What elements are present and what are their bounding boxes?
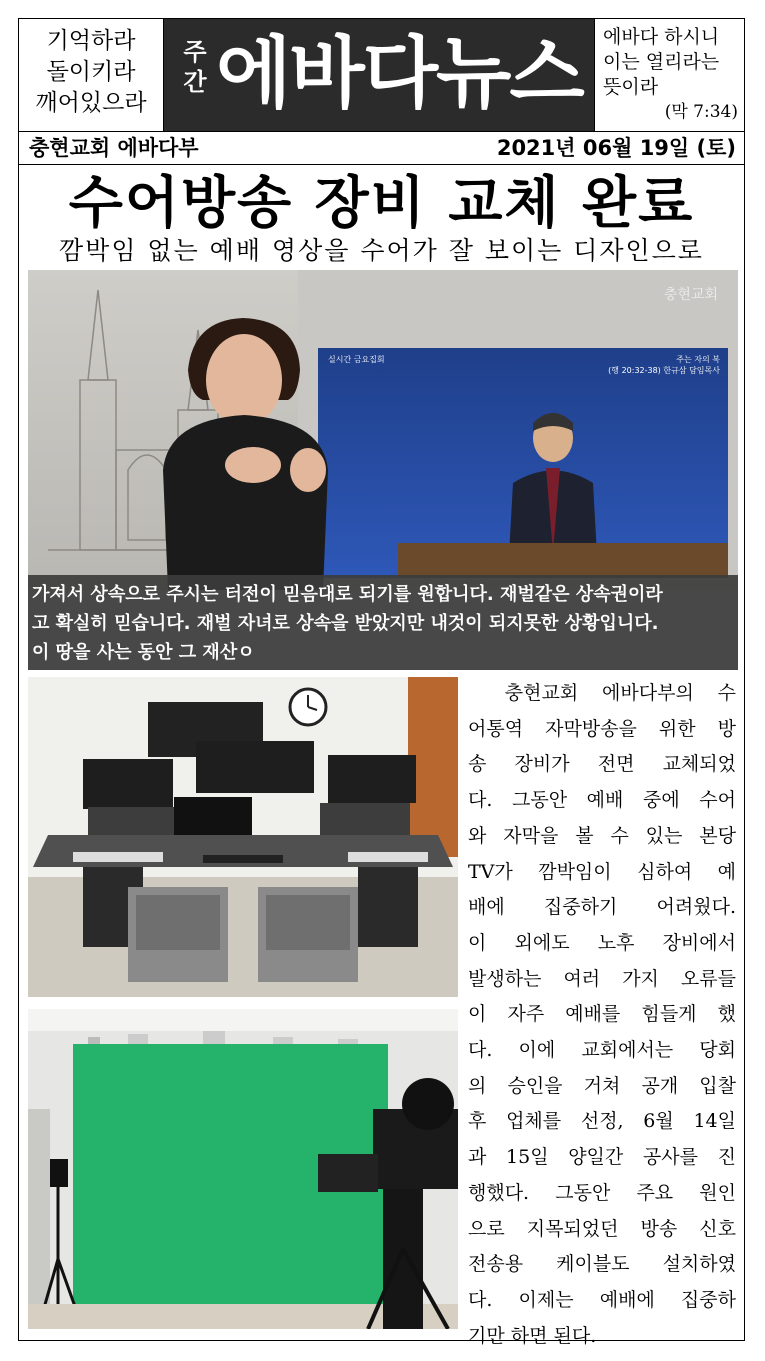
newspaper-title-block bbox=[164, 19, 594, 131]
article-line: 이 외에도 노후 장비에서 bbox=[468, 931, 736, 954]
green-screen-studio-photo bbox=[28, 1009, 458, 1329]
weekly-char: 주 bbox=[183, 38, 207, 66]
pulpit bbox=[398, 543, 728, 578]
broadcast-equipment-photo bbox=[28, 677, 458, 997]
weekly-label bbox=[180, 37, 210, 97]
verse-line: 뜻이라 bbox=[603, 76, 659, 98]
article-line: 의 승인을 거쳐 공개 입찰 bbox=[468, 1074, 736, 1097]
caption-line: 이 땅을 사는 동안 그 재산ㅇ bbox=[32, 642, 255, 663]
motto-line: 깨어있으라 bbox=[35, 90, 147, 116]
article-line: 어통역 자막방송을 위한 방 bbox=[468, 717, 736, 740]
article-line: 후 업체를 선정, 6월 14일 bbox=[468, 1110, 736, 1133]
article-line: 발생하는 여러 가지 오류들 bbox=[468, 967, 736, 990]
article-line: 송 장비가 전면 교체되었 bbox=[468, 753, 736, 776]
inset-title: 주는 자의 복 bbox=[676, 355, 720, 364]
article-line: 와 자막을 볼 수 있는 본당 bbox=[468, 824, 736, 847]
subheadline: 깜박임 없는 예배 영상을 수어가 잘 보이는 디자인으로 bbox=[59, 236, 704, 265]
article-line: 전송용 케이블도 설치하였 bbox=[468, 1253, 736, 1276]
article-line: 이 자주 예배를 힘들게 했 bbox=[468, 1003, 736, 1026]
inset-title-block bbox=[608, 354, 720, 376]
sign-language-interpreter-figure bbox=[148, 300, 358, 590]
sign-language-broadcast-photo bbox=[28, 270, 738, 670]
dateline bbox=[19, 133, 744, 165]
scripture-verse bbox=[594, 19, 744, 131]
article-line: 과 15일 양일간 공사를 진 bbox=[468, 1146, 736, 1169]
sermon-video-inset bbox=[318, 348, 728, 578]
masthead bbox=[19, 19, 744, 132]
motto-line: 돌이키라 bbox=[46, 59, 136, 85]
newspaper-title: 에바다뉴스 bbox=[216, 29, 583, 119]
article-line: 다. 이제는 예배에 집중하 bbox=[468, 1288, 736, 1311]
inset-subtitle: (행 20:32-38) 한규삼 담임목사 bbox=[608, 366, 720, 375]
article-line: 충현교회 에바다부의 수 bbox=[468, 682, 736, 704]
article-line: 배에 집중하기 어려웠다. bbox=[468, 896, 736, 919]
article-line: TV가 깜박임이 심하여 예 bbox=[468, 860, 736, 883]
article-line: 행했다. 그동안 주요 원인 bbox=[468, 1181, 736, 1204]
verse-reference: (막 7:34) bbox=[664, 102, 738, 122]
article-line: 기만 하면 된다. bbox=[468, 1324, 597, 1347]
weekly-char: 간 bbox=[183, 68, 207, 96]
article-line: 다. 그동안 예배 중에 수어 bbox=[468, 789, 736, 812]
caption-line: 고 확실히 믿습니다. 재벌 자녀로 상속을 받았지만 내것이 되지못한 상황입니다. bbox=[32, 613, 659, 634]
motto bbox=[19, 19, 164, 131]
article-line: 으로 지목되었던 방송 신호 bbox=[468, 1217, 736, 1240]
motto-line: 기억하라 bbox=[46, 28, 136, 54]
issue-date: 2021년 06월 19일 (토) bbox=[496, 136, 736, 160]
caption-line: 가져서 상속으로 주시는 터전이 믿음대로 되기를 원합니다. 재벌같은 상속권이라 bbox=[32, 584, 663, 605]
headline: 수어방송 장비 교체 완료 bbox=[68, 171, 695, 236]
inset-label: 실시간 금요집회 bbox=[328, 355, 385, 364]
organization-name: 충현교회 에바다부 bbox=[29, 136, 199, 160]
channel-watermark: 충현교회 bbox=[663, 287, 718, 303]
verse-line: 이는 열리라는 bbox=[603, 51, 720, 73]
verse-line: 에바다 하시니 bbox=[603, 26, 720, 48]
article-line: 다. 이에 교회에서는 당회 bbox=[468, 1039, 736, 1062]
article-body bbox=[468, 676, 736, 1354]
live-caption-overlay bbox=[28, 575, 738, 670]
